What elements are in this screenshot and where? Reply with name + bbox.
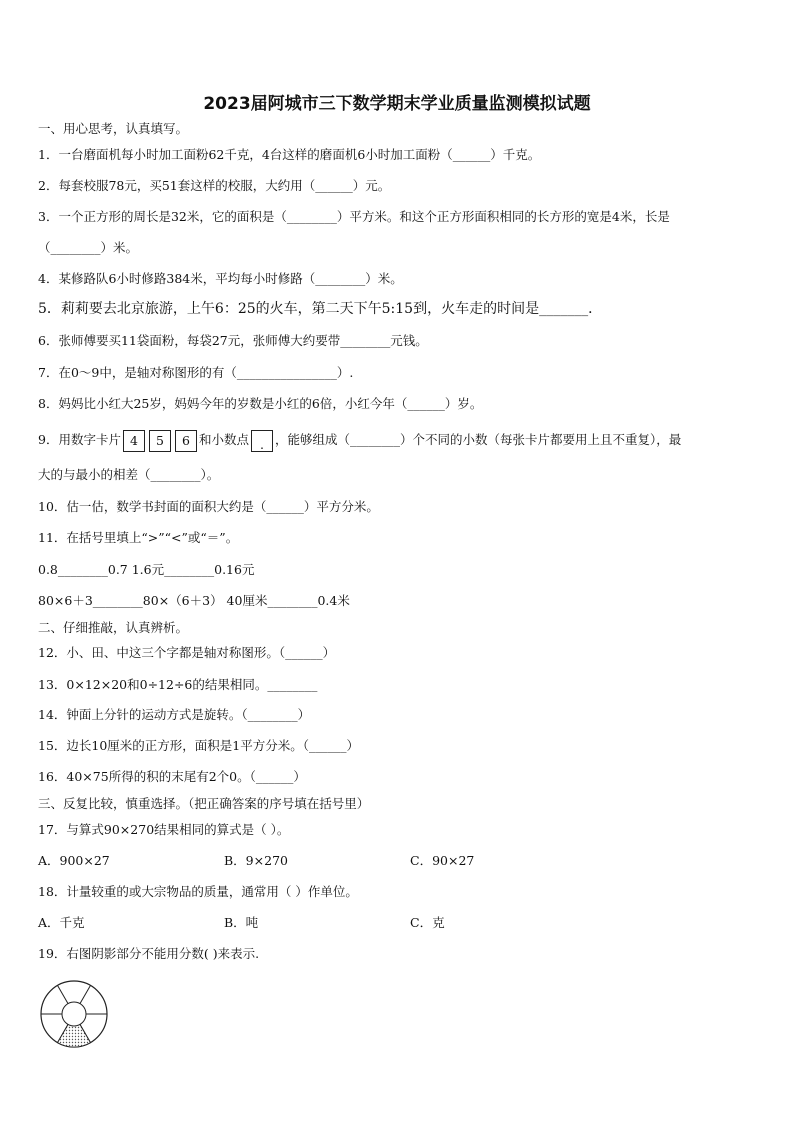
digit-card-6: 6 [175, 430, 197, 452]
question-1: 1．一台磨面机每小时加工面粉62千克，4台这样的磨面机6小时加工面粉（______）千克。 [38, 147, 541, 162]
section-2-heading: 二、仔细推敲，认真辨析。 [38, 620, 189, 635]
question-3-line-1: 3．一个正方形的周长是32米，它的面积是（________）平方米。和这个正方形面积相同的长方形的宽是4米，长是 [38, 209, 670, 224]
question-13: 13．0×12×20和0÷12÷6的结果相同。________ [38, 677, 318, 692]
question-18: 18．计量较重的或大宗物品的质量，通常用（ ）作单位。 [38, 884, 358, 899]
question-2: 2．每套校服78元，买51套这样的校服，大约用（______）元。 [38, 178, 391, 193]
option-c: C．克 [410, 915, 445, 930]
option-b: B．吨 [224, 915, 259, 930]
question-16: 16．40×75所得的积的末尾有2个0。（______） [38, 769, 306, 784]
section-3-heading: 三、反复比较，慎重选择。（把正确答案的序号填在括号里） [38, 796, 370, 811]
question-19: 19．右图阴影部分不能用分数( )来表示. [38, 946, 260, 961]
question-9-line-1 [38, 428, 681, 452]
question-17: 17．与算式90×270结果相同的算式是（ ）。 [38, 822, 290, 837]
question-6: 6．张师傅要买11袋面粉，每袋27元，张师傅大约要带________元钱。 [38, 333, 428, 348]
digit-card-5: 5 [149, 430, 171, 452]
question-14: 14．钟面上分针的运动方式是旋转。（________） [38, 707, 311, 722]
digit-card-4: 4 [123, 430, 145, 452]
question-10: 10．估一估，数学书封面的面积大约是（______）平方分米。 [38, 499, 379, 514]
question-11: 11．在括号里填上“>”“<”或“＝”。 [38, 530, 239, 545]
question-11-row-2: 80×6＋3________80×（6＋3） 40厘米________0.4米 [38, 593, 350, 608]
question-12: 12．小、田、中这三个字都是轴对称图形。（______） [38, 645, 336, 660]
question-5: 5．莉莉要去北京旅游，上午6：25的火车，第二天下午5:15到，火车走的时间是_______． [38, 301, 603, 317]
question-8: 8．妈妈比小红大25岁，妈妈今年的岁数是小红的6倍，小红今年（______）岁。 [38, 396, 483, 411]
question-9-prefix: 9．用数字卡片 [38, 432, 121, 447]
question-17-options [38, 853, 474, 869]
inner-circle [62, 1002, 86, 1026]
question-9-line-2: 大的与最小的相差（________）。 [38, 467, 220, 482]
page-title: 2023届阿城市三下数学期末学业质量监测模拟试题 [203, 94, 591, 114]
question-9-suffix: ，能够组成（________）个不同的小数（每张卡片都要用上且不重复），最 [274, 432, 682, 447]
option-a: A．900×27 [38, 853, 110, 868]
option-c: C．90×27 [410, 853, 475, 868]
question-11-row-1: 0.8________0.7 1.6元________0.16元 [38, 562, 255, 577]
question-4: 4．某修路队6小时修路384米，平均每小时修路（________）米。 [38, 271, 403, 286]
question-3-line-2: （________）米。 [38, 240, 139, 255]
shaded-circle-figure [38, 978, 110, 1050]
option-a: A．千克 [38, 915, 85, 930]
question-7: 7．在0～9中，是轴对称图形的有（________________）. [38, 365, 354, 380]
decimal-point-card: . [251, 430, 273, 452]
option-b: B．9×270 [224, 853, 288, 868]
question-9-mid: 和小数点 [198, 432, 249, 447]
section-1-heading: 一、用心思考，认真填写。 [38, 121, 189, 136]
question-15: 15．边长10厘米的正方形，面积是1平方分米。（______） [38, 738, 360, 753]
question-18-options [38, 915, 445, 931]
